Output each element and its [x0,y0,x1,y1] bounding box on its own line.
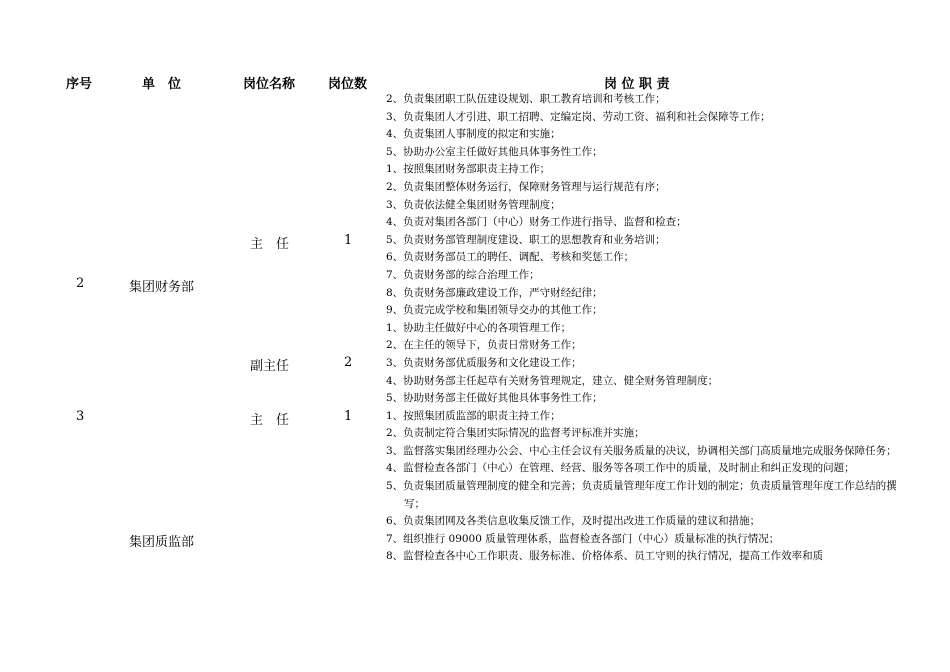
duty-item: 5、协助办公室主任做好其他具体事务性工作； [386,145,603,158]
duty-item: 4、负责对集团各部门（中心）财务工作进行指导、监督和检查； [386,216,687,229]
duty-item: 7、组织推行 09000 质量管理体系，监督检查各部门（中心）质量标准的执行情况； [386,532,780,545]
header-duties: 岗 位 职 责 [604,77,670,92]
header-position: 岗位名称 [243,77,296,92]
duty-item: 6、负责财务部员工的聘任、调配、考核和奖惩工作； [386,251,635,264]
duty-item: 1、按照集团质监部的职责主持工作； [386,409,561,422]
duty-item: 5、负责集团质量管理制度的健全和完善；负责质量管理年度工作计划的制定；负责质量管理年度工作总结的撰写； [386,480,897,510]
duty-item: 2、负责制定符合集团实际情况的监督考评标准并实施； [386,427,645,440]
duty-item: 7、负责财务部的综合治理工作； [386,268,540,281]
duty-item: 3、负责集团人才引进、职工招聘、定编定岗、劳动工资、福利和社会保障等工作； [386,110,771,123]
duty-item: 5、协助财务部主任做好其他具体事务性工作； [386,392,603,405]
position-title: 副主任 [250,359,290,374]
duty-item: 2、负责集团职工队伍建设规划、职工教育培训和考核工作； [386,93,666,105]
duty-item: 3、监督落实集团经理办公会、中心主任会议有关服务质量的决议，协调相关部门高质量地完成服务保障任务； [386,444,897,457]
duty-item: 1、协助主任做好中心的各项管理工作； [386,321,572,334]
row-unit: 集团财务部 [129,280,195,295]
header-unit: 单 位 [142,77,182,92]
duty-item: 2、在主任的领导下，负责日常财务工作； [386,339,582,352]
row-unit: 集团质监部 [129,535,195,550]
position-count: 1 [344,409,353,424]
duty-item: 3、负责依法健全集团财务管理制度； [386,198,561,211]
duty-item: 1、按照集团财务部职责主持工作； [386,163,551,176]
duty-item: 6、负责集团网及各类信息收集反馈工作，及时提出改进工作质量的建议和措施； [386,515,761,528]
duty-item: 8、监督检查各中心工作职责、服务标准、价格体系、员工守则的执行情况，提高工作效率和质 [386,550,824,563]
position-count: 2 [344,355,353,370]
row-index: 3 [76,409,85,424]
duty-item: 4、监督检查各部门（中心）在管理、经营、服务等各项工作中的质量，及时制止和纠正发现的问题； [386,462,855,475]
duty-item: 5、负责财务部管理制度建设、职工的思想教育和业务培训； [386,233,666,246]
duty-item: 4、负责集团人事制度的拟定和实施； [386,128,561,141]
duties-list [386,91,906,566]
duty-item: 3、负责财务部优质服务和文化建设工作； [386,356,582,369]
position-title: 主 任 [250,237,290,252]
duty-item: 4、协助财务部主任起草有关财务管理规定，建立、健全财务管理制度； [386,374,719,387]
duty-item: 9、负责完成学校和集团领导交办的其他工作； [386,304,603,317]
header-index: 序号 [66,77,93,92]
position-title: 主 任 [250,413,290,428]
header-count: 岗位数 [328,77,368,92]
position-count: 1 [344,233,353,248]
duty-item: 8、负责财务部廉政建设工作，严守财经纪律； [386,286,603,299]
row-index: 2 [76,276,85,291]
duty-item: 2、负责集团整体财务运行，保障财务管理与运行规范有序； [386,180,666,193]
